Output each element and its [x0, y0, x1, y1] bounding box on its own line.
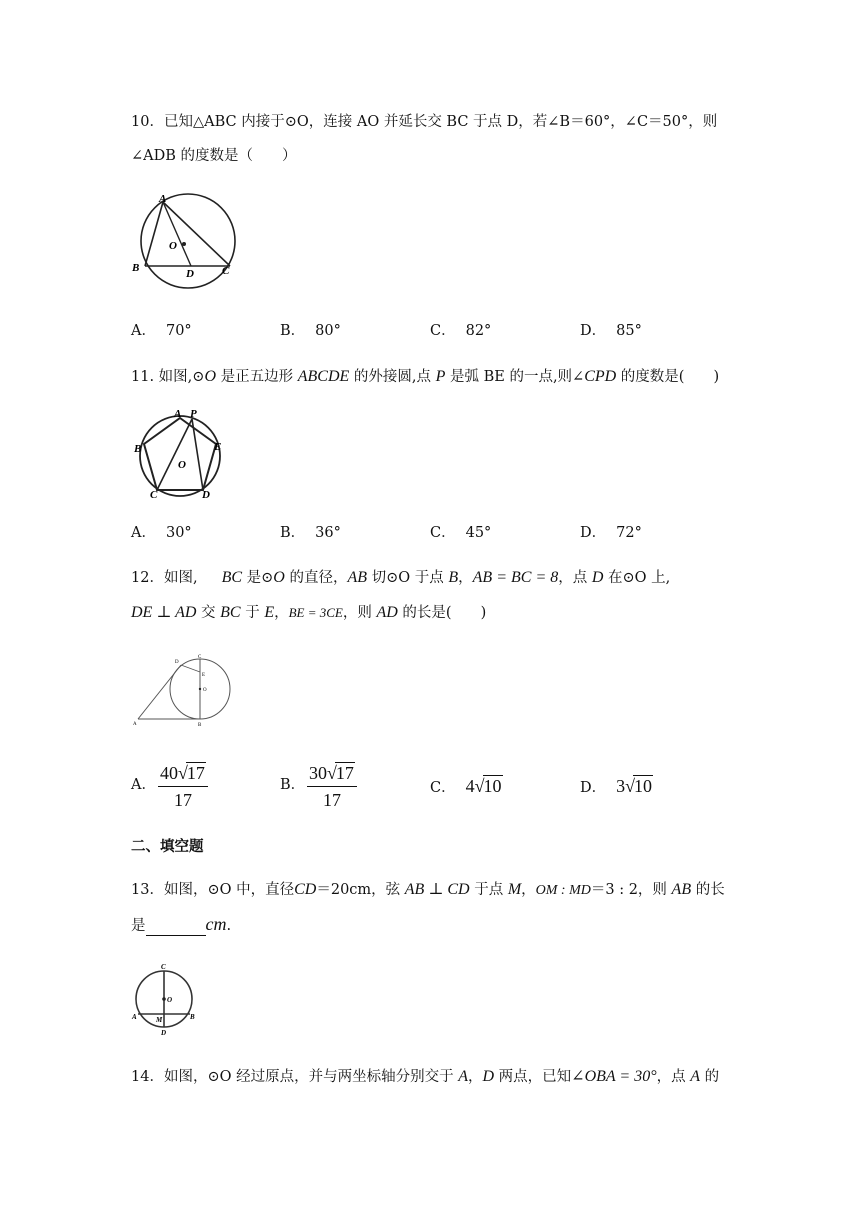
answer-blank[interactable] [146, 921, 206, 936]
math-cpd: CPD [584, 368, 617, 385]
q10-figure [128, 192, 248, 292]
radicand: 10 [483, 776, 502, 796]
text: 13．如图，⊙O 中，直径 [131, 882, 295, 898]
q11-option-d[interactable] [580, 523, 642, 543]
math-d: D [591, 569, 604, 586]
q12-option-b-label[interactable]: B． [280, 777, 306, 793]
text: 的 [699, 1069, 720, 1085]
q11-option-c[interactable] [430, 523, 491, 543]
q13-label-o: O [167, 996, 173, 1004]
text: 的直径， [284, 570, 348, 586]
text: 是正五边形 [216, 369, 298, 385]
unit-cm: cm [205, 914, 227, 934]
option-label: B． [280, 525, 306, 541]
text: ，点 [656, 1069, 691, 1085]
text: 14．如图，⊙O 经过原点，并与两坐标轴分别交于 [131, 1069, 459, 1085]
text: 于点 [469, 882, 508, 898]
text: 的长 [691, 882, 725, 898]
q13-label-c: C [161, 963, 166, 971]
text: 是⊙ [242, 570, 274, 586]
text: 在⊙O 上, [603, 570, 671, 586]
option-label: C． [430, 525, 456, 541]
q12-label-o: O [203, 688, 207, 693]
option-value: 72° [616, 525, 642, 541]
q14-stem-line1 [131, 1067, 719, 1087]
math-p: P [435, 368, 446, 385]
q12-option-a-value[interactable] [158, 762, 208, 811]
math-a: A [458, 1068, 468, 1085]
q10-line2: ∠ADB 的度数是（ ） [131, 148, 297, 164]
math-a: A [690, 1068, 700, 1085]
q11-label-e: E [214, 441, 222, 453]
math-eq: AB = BC = 8 [472, 569, 559, 586]
math-ratio: OM : MD [535, 883, 591, 898]
q10-line1: 10．已知△ABC 内接于⊙O，连接 AO 并延长交 BC 于点 D，若∠B＝60°，∠C＝50°，则 [131, 114, 718, 130]
q10-label-o: O [169, 240, 177, 252]
q12-option-a-label[interactable]: A． [131, 777, 156, 793]
option-label: D． [580, 780, 607, 796]
text: 两点，已知 [494, 1069, 572, 1085]
q12-label-c: C [198, 655, 202, 660]
q12-label-d: D [175, 660, 179, 665]
option-label: D． [580, 525, 607, 541]
text: ， [468, 1069, 483, 1085]
math-ab: AB [671, 881, 692, 898]
option-label: C． [430, 323, 456, 339]
q11-option-b[interactable] [280, 523, 341, 543]
text: ， [274, 605, 289, 621]
q11-option-a[interactable] [131, 523, 192, 543]
q12-label-b: B [198, 723, 202, 728]
math-cd: CD [294, 881, 317, 898]
coef: 40 [160, 763, 178, 783]
math-ad: AD [376, 604, 398, 621]
text: ， [458, 570, 473, 586]
text: ， [521, 882, 536, 898]
text: ＝3 : 2，则 [590, 882, 672, 898]
text: 12．如图, [131, 570, 198, 586]
q13-stem-line2 [131, 914, 231, 936]
text: 切⊙O 于点 [367, 570, 449, 586]
math-o: O [273, 569, 285, 586]
fraction-denominator: 17 [322, 790, 341, 810]
q12-stem-line1 [131, 568, 670, 588]
text: 11. 如图,⊙ [131, 369, 205, 385]
text: 的外接圆,点 [349, 369, 436, 385]
math-d: D [482, 1068, 495, 1085]
q10-option-b[interactable] [280, 321, 341, 341]
q11-label-p: P [190, 408, 197, 420]
q11-stem [131, 367, 719, 387]
option-label: D． [580, 323, 607, 339]
q13-label-m: M [156, 1016, 163, 1024]
radicand: 17 [186, 763, 205, 783]
option-label: A． [131, 525, 156, 541]
text: ，点 [558, 570, 592, 586]
option-value: 30° [165, 525, 192, 541]
option-label: A． [131, 323, 156, 339]
q12-figure [128, 652, 232, 732]
q12-label-e: E [202, 673, 206, 678]
q11-label-o: O [178, 459, 186, 471]
option-value: 45° [465, 525, 492, 541]
text: ＝20cm，弦 [316, 882, 405, 898]
coef: 30 [309, 763, 327, 783]
radicand: 17 [335, 763, 354, 783]
q10-label-b: B [132, 262, 140, 274]
math-bc: BC [220, 604, 241, 621]
option-value: 82° [465, 323, 492, 339]
math-o: O [204, 368, 216, 385]
text: 是弧 BE 的一点,则∠ [445, 369, 585, 385]
text: . [226, 918, 232, 934]
coef: 4 [465, 776, 475, 796]
text: 于 [240, 605, 265, 621]
q10-option-d[interactable] [580, 321, 642, 341]
coef: 3 [616, 776, 626, 796]
q13-label-a: A [132, 1013, 137, 1021]
q12-stem-line2 [131, 603, 486, 623]
option-value: 36° [315, 525, 341, 541]
q12-label-a: A [133, 722, 137, 727]
math-angle: ∠OBA = 30° [571, 1068, 657, 1085]
q13-stem-line1 [131, 880, 725, 901]
math-de-perp-ad: DE ⊥ AD [131, 604, 197, 621]
fraction-numerator: 30√17 [307, 762, 357, 787]
option-value: 70° [165, 323, 192, 339]
text: 的长是( ) [397, 605, 487, 621]
q12-option-b-value[interactable] [307, 762, 357, 811]
q11-figure [130, 406, 230, 502]
q10-option-a[interactable] [131, 321, 192, 341]
fraction-denominator: 17 [173, 790, 192, 810]
q10-label-c: C [222, 265, 230, 277]
q11-label-b: B [134, 443, 142, 455]
q13-figure [130, 962, 210, 1038]
option-value: 80° [315, 323, 341, 339]
q13-label-d: D [161, 1029, 167, 1037]
q11-label-a: A [174, 408, 182, 420]
text: 是 [131, 918, 146, 934]
option-value: 3√10 [616, 776, 653, 796]
q10-option-c[interactable] [430, 321, 491, 341]
math-ab-perp-cd: AB ⊥ CD [404, 881, 470, 898]
radicand: 10 [634, 776, 653, 796]
math-abcde: ABCDE [297, 368, 350, 385]
math-b: B [448, 569, 459, 586]
option-value: 4√10 [465, 776, 502, 796]
text: 的度数是( ) [616, 369, 720, 385]
option-value: 85° [616, 323, 642, 339]
q10-label-d: D [186, 268, 194, 280]
q13-label-b: B [190, 1013, 195, 1021]
text: ，则 [342, 605, 377, 621]
option-label: C． [430, 780, 456, 796]
q12-option-c[interactable] [430, 775, 503, 798]
section-heading: 二、填空题 [131, 839, 204, 855]
math-m: M [507, 881, 522, 898]
q10-label-a: A [159, 193, 167, 205]
q12-option-d[interactable] [580, 775, 653, 798]
q11-label-d: D [202, 489, 210, 501]
option-label: B． [280, 323, 306, 339]
math-e: E [264, 604, 275, 621]
math-be-eq: BE = 3CE [288, 605, 343, 620]
q11-label-c: C [150, 489, 158, 501]
text: 交 [196, 605, 221, 621]
math-bc: BC [221, 569, 243, 586]
fraction-numerator: 40√17 [158, 762, 208, 787]
math-ab: AB [347, 569, 367, 586]
